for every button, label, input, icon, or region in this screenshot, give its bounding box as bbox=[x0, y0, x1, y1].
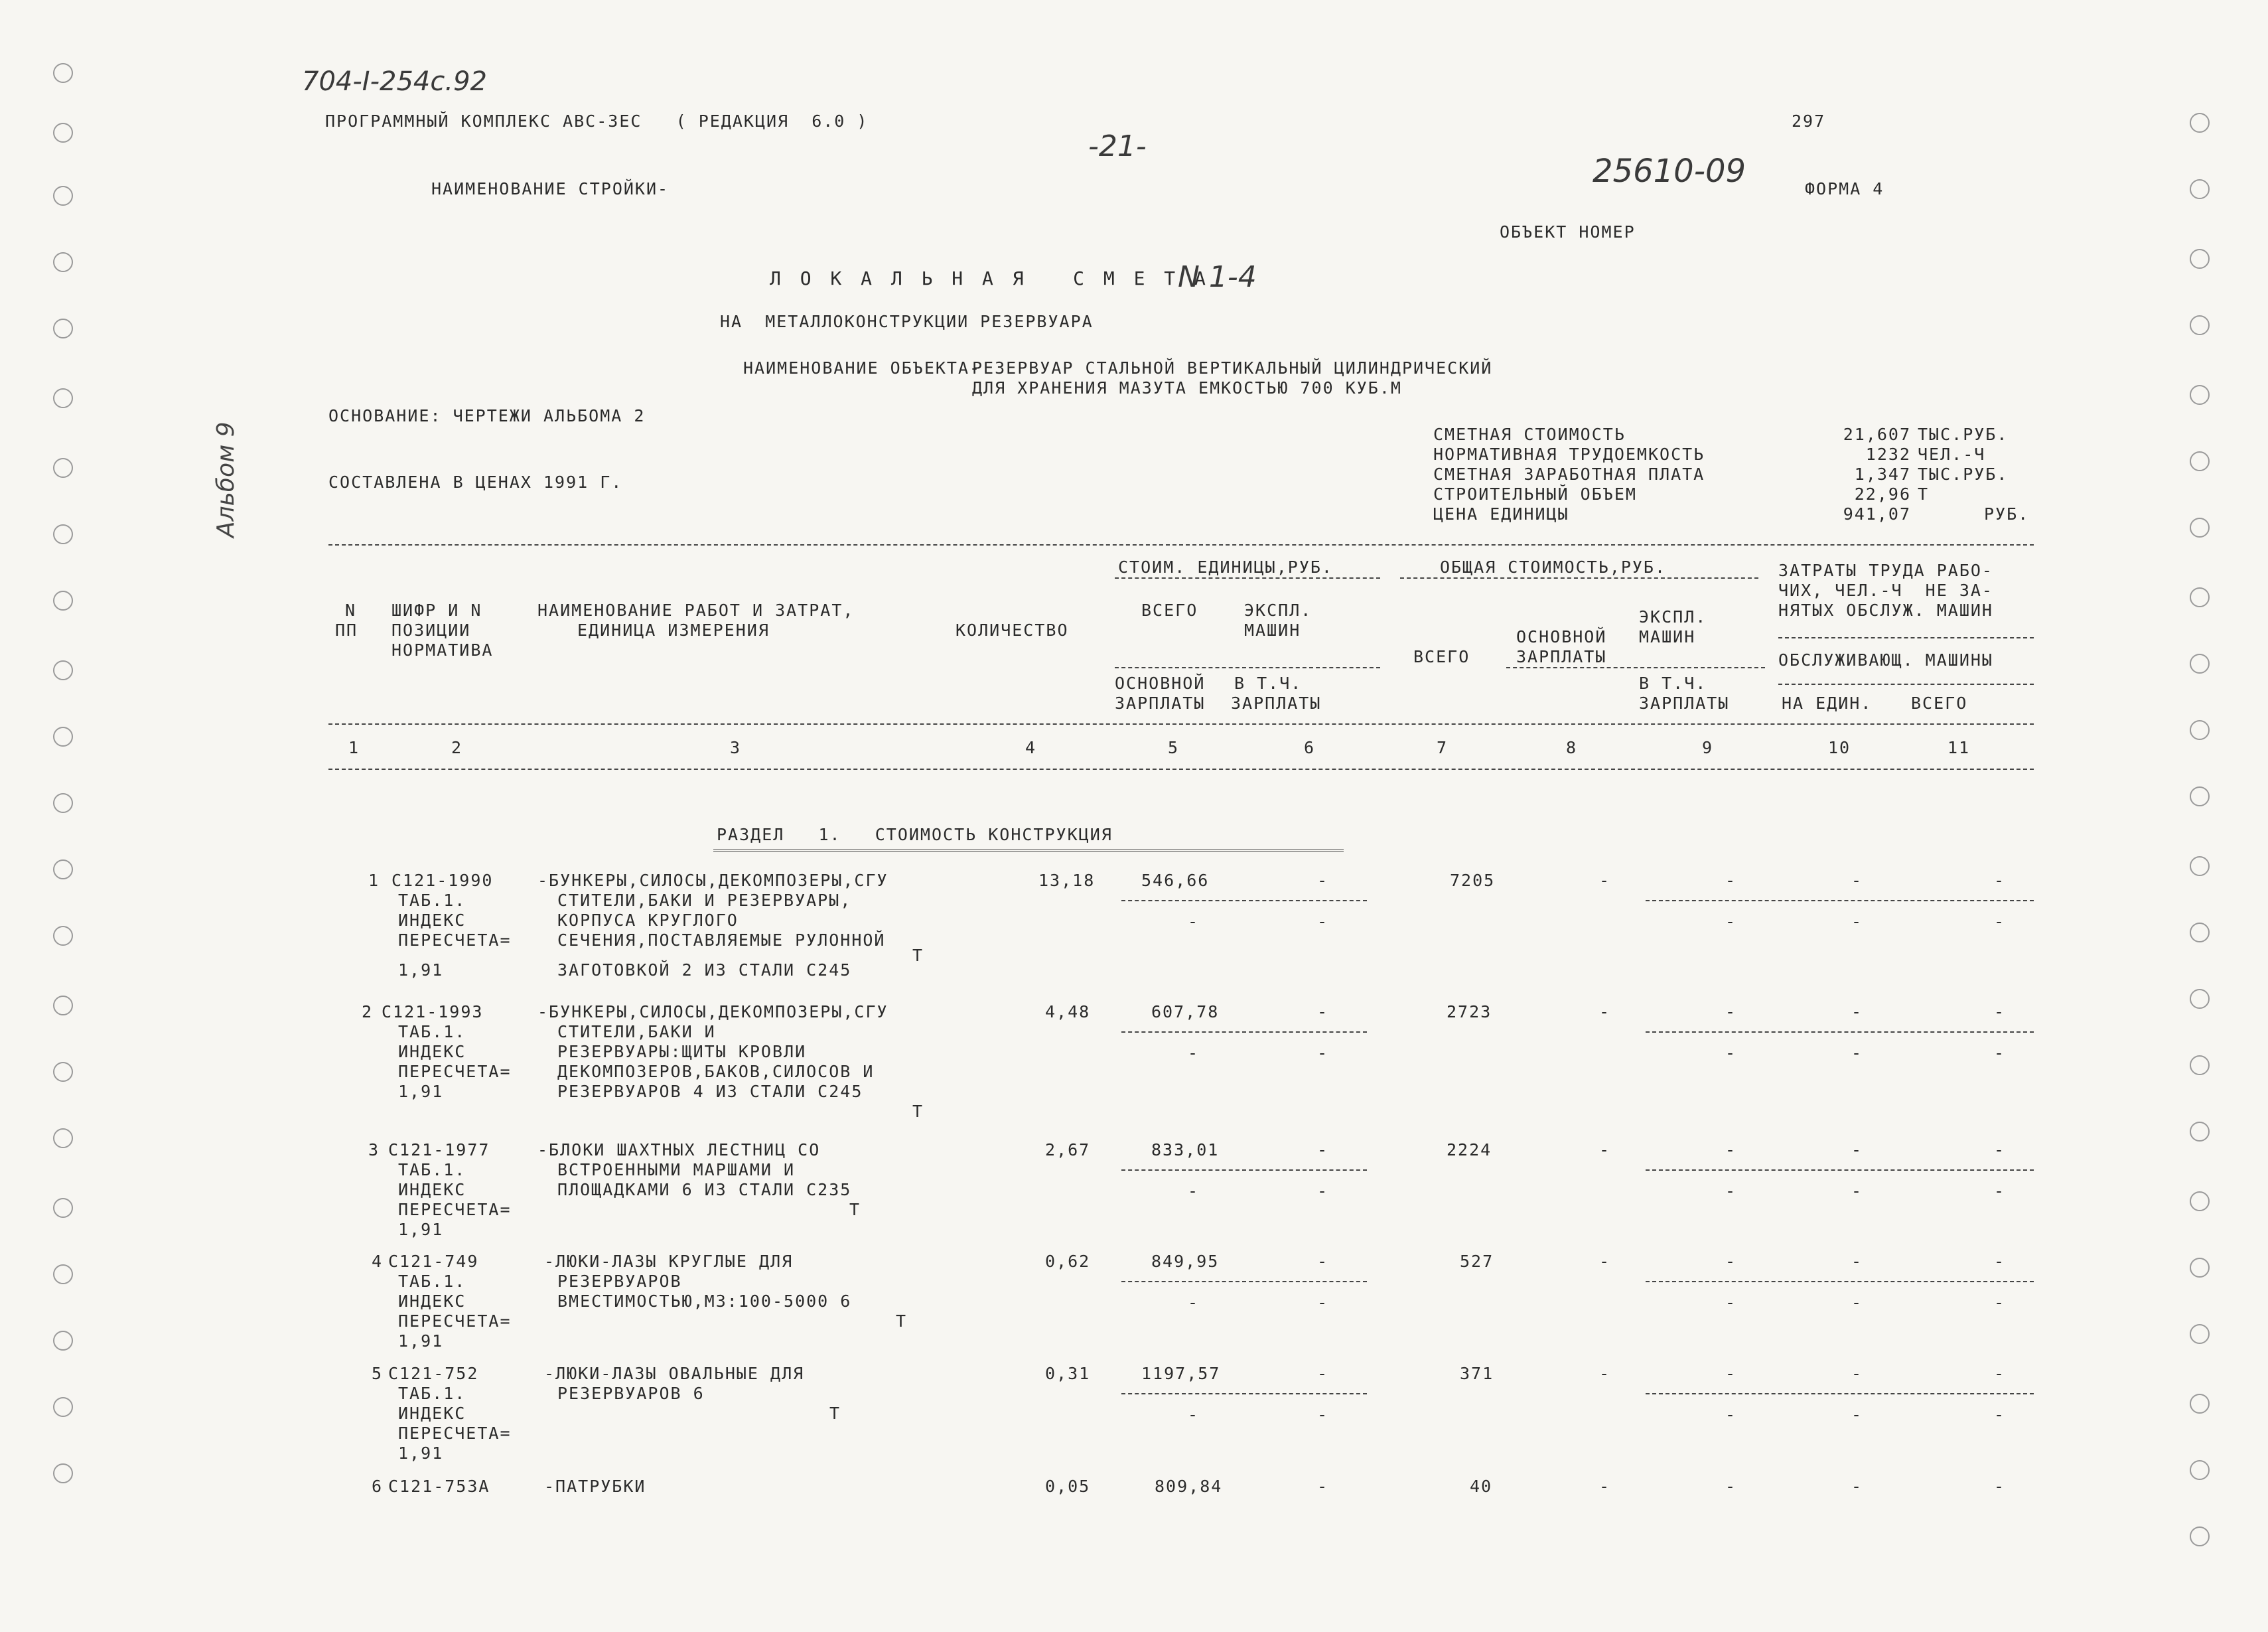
column-number: 3 bbox=[730, 738, 742, 757]
row-code-line: ТАБ.1. bbox=[398, 1272, 466, 1291]
row-rule bbox=[1121, 1169, 1367, 1171]
row-number: 5 bbox=[372, 1364, 384, 1383]
col-header-unit-cost: В Т.Ч. bbox=[1234, 674, 1303, 693]
row-dash: - bbox=[1725, 912, 1737, 931]
feed-hole bbox=[53, 859, 73, 879]
summary-unit: ТЫС.РУБ. bbox=[1918, 465, 2009, 484]
col-header-unit-cost: СТОИМ. ЕДИНИЦЫ,РУБ. bbox=[1118, 557, 1333, 577]
row-unit-price: 849,95 bbox=[1151, 1252, 1220, 1271]
row-code-line: ПЕРЕСЧЕТА= bbox=[398, 1424, 512, 1443]
row-name-line: ПЛОЩАДКАМИ 6 ИЗ СТАЛИ С235 bbox=[557, 1180, 852, 1199]
row-dash: - bbox=[1188, 912, 1200, 931]
column-number: 4 bbox=[1025, 738, 1037, 757]
subject-line: НА МЕТАЛЛОКОНСТРУКЦИИ РЕЗЕРВУАРА bbox=[720, 312, 1094, 331]
row-dash: - bbox=[1725, 1043, 1737, 1063]
row-name-line: СТИТЕЛИ,БАКИ И bbox=[557, 1022, 716, 1041]
row-code-line: ТАБ.1. bbox=[398, 1384, 466, 1403]
row-dash: - bbox=[1851, 912, 1863, 931]
row-dash: - bbox=[1851, 1293, 1863, 1312]
row-name-line: СТИТЕЛИ,БАКИ И РЕЗЕРВУАРЫ, bbox=[557, 891, 852, 910]
row-name-line: РЕЗЕРВУАРЫ:ЩИТЫ КРОВЛИ bbox=[557, 1042, 807, 1061]
row-dash: - bbox=[1851, 1364, 1863, 1383]
row-unit: Т bbox=[912, 1102, 924, 1121]
row-dash: - bbox=[1994, 1043, 2006, 1063]
row-machine-cost: - bbox=[1317, 1140, 1329, 1159]
col-header-total-cost: ЗАРПЛАТЫ bbox=[1639, 694, 1730, 713]
page-number: 297 bbox=[1792, 111, 1826, 131]
table-top-rule bbox=[328, 544, 2034, 546]
summary-value: 21,607 bbox=[1843, 425, 1911, 444]
row-machine-cost: - bbox=[1317, 871, 1329, 890]
row-machine-cost: - bbox=[1317, 1477, 1329, 1496]
row-dash: - bbox=[1599, 1252, 1611, 1271]
row-code-line: 1,91 bbox=[398, 1220, 444, 1239]
row-name-line: ВМЕСТИМОСТЬЮ,М3:100-5000 6 bbox=[557, 1292, 852, 1311]
col-header-total-cost: ЗАРПЛАТЫ bbox=[1516, 647, 1607, 666]
feed-hole bbox=[2190, 315, 2210, 335]
program-line: ПРОГРАММНЫЙ КОМПЛЕКС АВС-3ЕС ( РЕДАКЦИЯ 6.0 ) bbox=[325, 111, 869, 131]
feed-hole bbox=[53, 660, 73, 680]
section-underline bbox=[713, 850, 1344, 852]
column-number: 7 bbox=[1437, 738, 1449, 757]
feed-hole bbox=[2190, 1258, 2210, 1278]
row-dash: - bbox=[1994, 1293, 2006, 1312]
feed-hole bbox=[53, 1128, 73, 1148]
summary-value: 1,347 bbox=[1854, 465, 1911, 484]
row-unit: Т bbox=[912, 946, 924, 965]
feed-hole bbox=[53, 1198, 73, 1218]
summary-value: 22,96 bbox=[1854, 484, 1911, 504]
row-code-line: ПЕРЕСЧЕТА= bbox=[398, 930, 512, 950]
row-dash: - bbox=[1851, 1252, 1863, 1271]
feed-hole bbox=[2190, 1394, 2210, 1414]
row-name-line: ВСТРОЕННЫМИ МАРШАМИ И bbox=[557, 1160, 796, 1179]
col-header-total-cost: МАШИН bbox=[1639, 627, 1696, 646]
construction-label: НАИМЕНОВАНИЕ СТРОЙКИ- bbox=[431, 179, 670, 198]
row-dash: - bbox=[1725, 1293, 1737, 1312]
header-rule bbox=[1400, 577, 1758, 579]
col-header-labor: ОБСЛУЖИВАЮЩ. МАШИНЫ bbox=[1778, 650, 1993, 670]
row-dash: - bbox=[1725, 1002, 1737, 1021]
row-dash: - bbox=[1994, 1364, 2006, 1383]
col-header-unit-cost: ЗАРПЛАТЫ bbox=[1115, 694, 1206, 713]
row-dash: - bbox=[1851, 871, 1863, 890]
row-dash: - bbox=[1994, 1252, 2006, 1271]
row-rule bbox=[1646, 1281, 2034, 1282]
feed-hole bbox=[53, 1331, 73, 1351]
col-header-n: N bbox=[345, 601, 357, 620]
row-rule bbox=[1121, 1393, 1367, 1394]
row-number: 1 bbox=[368, 871, 380, 890]
col-header-total-cost: ОСНОВНОЙ bbox=[1516, 627, 1607, 646]
row-code-line: ТАБ.1. bbox=[398, 891, 466, 910]
col-header-qty: КОЛИЧЕСТВО bbox=[956, 621, 1069, 640]
row-code: С121-1990 bbox=[391, 871, 494, 890]
basis-line: ОСНОВАНИЕ: ЧЕРТЕЖИ АЛЬБОМА 2 bbox=[328, 406, 646, 425]
doc-code: 704-I-254c.92 bbox=[302, 66, 487, 97]
row-dash: - bbox=[1725, 1364, 1737, 1383]
col-header-name: НАИМЕНОВАНИЕ РАБОТ И ЗАТРАТ, bbox=[537, 601, 855, 620]
column-number: 6 bbox=[1304, 738, 1316, 757]
row-unit-price: 1197,57 bbox=[1141, 1364, 1221, 1383]
feed-hole bbox=[2190, 720, 2210, 740]
row-name-line: -БУНКЕРЫ,СИЛОСЫ,ДЕКОМПОЗЕРЫ,СГУ bbox=[537, 1002, 888, 1021]
col-header-labor: ВСЕГО bbox=[1911, 694, 1968, 713]
row-code-line: 1,91 bbox=[398, 1444, 444, 1463]
handwritten-code: 25610-09 bbox=[1593, 153, 1746, 190]
row-unit: Т bbox=[829, 1404, 841, 1423]
column-number: 11 bbox=[1948, 738, 1971, 757]
row-dash: - bbox=[1994, 1140, 2006, 1159]
row-total: 371 bbox=[1460, 1364, 1494, 1383]
row-name-line: -БЛОКИ ШАХТНЫХ ЛЕСТНИЦ СО bbox=[537, 1140, 821, 1159]
row-machine-cost: - bbox=[1317, 1002, 1329, 1021]
row-number: 6 bbox=[372, 1477, 384, 1496]
summary-unit: ЧЕЛ.-Ч bbox=[1918, 445, 1986, 464]
summary-label: ЦЕНА ЕДИНИЦЫ bbox=[1433, 504, 1569, 524]
row-code: С121-1993 bbox=[382, 1002, 484, 1021]
feed-hole bbox=[53, 63, 73, 83]
column-number: 1 bbox=[348, 738, 360, 757]
row-code-line: 1,91 bbox=[398, 960, 444, 980]
col-header-unit-cost: МАШИН bbox=[1244, 621, 1301, 640]
row-name-line: -БУНКЕРЫ,СИЛОСЫ,ДЕКОМПОЗЕРЫ,СГУ bbox=[537, 871, 888, 890]
row-number: 3 bbox=[368, 1140, 380, 1159]
feed-hole bbox=[2190, 1122, 2210, 1142]
prices-line: СОСТАВЛЕНА В ЦЕНАХ 1991 Г. bbox=[328, 473, 623, 492]
column-number: 8 bbox=[1566, 738, 1578, 757]
album-stamp: Альбом 9 bbox=[212, 421, 240, 538]
header-rule bbox=[1115, 667, 1380, 668]
feed-hole bbox=[2190, 856, 2210, 876]
row-name-line: -ПАТРУБКИ bbox=[544, 1477, 646, 1496]
row-code: С121-749 bbox=[388, 1252, 479, 1271]
feed-hole bbox=[2190, 1191, 2210, 1211]
header-rule bbox=[1778, 684, 2034, 685]
row-rule bbox=[1646, 900, 2034, 901]
estimate-title: Л О К А Л Ь Н А Я С М Е Т А bbox=[770, 267, 1210, 289]
feed-hole bbox=[53, 524, 73, 544]
row-quantity: 0,31 bbox=[1045, 1364, 1091, 1383]
header-bottom-rule bbox=[328, 723, 2034, 725]
feed-hole bbox=[2190, 786, 2210, 806]
row-rule bbox=[1646, 1031, 2034, 1033]
col-header-total-cost: В Т.Ч. bbox=[1639, 674, 1707, 693]
row-unit: Т bbox=[849, 1200, 861, 1219]
feed-hole bbox=[53, 1264, 73, 1284]
row-quantity: 13,18 bbox=[1038, 871, 1096, 890]
row-code-line: ПЕРЕСЧЕТА= bbox=[398, 1200, 512, 1219]
row-dash: - bbox=[1599, 1140, 1611, 1159]
row-dash: - bbox=[1725, 1252, 1737, 1271]
row-dash: - bbox=[1317, 1043, 1329, 1063]
feed-hole bbox=[2190, 1055, 2210, 1075]
row-unit: Т bbox=[896, 1311, 908, 1331]
row-dash: - bbox=[1599, 1364, 1611, 1383]
summary-label: НОРМАТИВНАЯ ТРУДОЕМКОСТЬ bbox=[1433, 445, 1705, 464]
object-name-label: НАИМЕНОВАНИЕ ОБЪЕКТА- bbox=[743, 358, 981, 378]
row-dash: - bbox=[1851, 1181, 1863, 1201]
row-code-line: ПЕРЕСЧЕТА= bbox=[398, 1062, 512, 1081]
row-name-line: СЕЧЕНИЯ,ПОСТАВЛЯЕМЫЕ РУЛОННОЙ bbox=[557, 930, 886, 950]
row-quantity: 0,05 bbox=[1045, 1477, 1091, 1496]
header-rule bbox=[1778, 637, 2034, 638]
col-header-name: ЕДИНИЦА ИЗМЕРЕНИЯ bbox=[577, 621, 770, 640]
row-unit-price: 607,78 bbox=[1151, 1002, 1220, 1021]
feed-hole bbox=[53, 123, 73, 143]
row-rule bbox=[1646, 1393, 2034, 1394]
col-header-unit-cost: ОСНОВНОЙ bbox=[1115, 674, 1206, 693]
row-name-line: ДЕКОМПОЗЕРОВ,БАКОВ,СИЛОСОВ И bbox=[557, 1062, 875, 1081]
row-dash: - bbox=[1851, 1405, 1863, 1424]
col-header-unit-cost: ЭКСПЛ. bbox=[1244, 601, 1312, 620]
col-header-total-cost: ОБЩАЯ СТОИМОСТЬ,РУБ. bbox=[1440, 557, 1667, 577]
row-code-line: ИНДЕКС bbox=[398, 911, 466, 930]
row-quantity: 0,62 bbox=[1045, 1252, 1091, 1271]
row-dash: - bbox=[1851, 1002, 1863, 1021]
row-unit-price: 546,66 bbox=[1141, 871, 1210, 890]
summary-label: СМЕТНАЯ СТОИМОСТЬ bbox=[1433, 425, 1626, 444]
feed-hole bbox=[2190, 179, 2210, 199]
feed-hole bbox=[2190, 923, 2210, 942]
row-name-line: ЗАГОТОВКОЙ 2 ИЗ СТАЛИ С245 bbox=[557, 960, 852, 980]
row-code-line: ИНДЕКС bbox=[398, 1042, 466, 1061]
feed-hole bbox=[53, 252, 73, 272]
row-code-line: ИНДЕКС bbox=[398, 1404, 466, 1423]
feed-hole bbox=[53, 186, 73, 206]
feed-hole bbox=[2190, 518, 2210, 538]
row-total: 2224 bbox=[1447, 1140, 1492, 1159]
row-dash: - bbox=[1599, 1477, 1611, 1496]
row-name-line: -ЛЮКИ-ЛАЗЫ КРУГЛЫЕ ДЛЯ bbox=[544, 1252, 794, 1271]
row-code-line: ИНДЕКС bbox=[398, 1292, 466, 1311]
header-rule bbox=[1115, 577, 1380, 579]
row-dash: - bbox=[1599, 1002, 1611, 1021]
row-dash: - bbox=[1851, 1043, 1863, 1063]
row-dash: - bbox=[1994, 1477, 2006, 1496]
summary-value: 1232 bbox=[1865, 445, 1911, 464]
row-dash: - bbox=[1317, 1405, 1329, 1424]
feed-hole bbox=[53, 458, 73, 478]
col-header-total-cost: ВСЕГО bbox=[1413, 647, 1470, 666]
summary-unit: ТЫС.РУБ. bbox=[1918, 425, 2009, 444]
row-total: 2723 bbox=[1447, 1002, 1492, 1021]
row-dash: - bbox=[1317, 1293, 1329, 1312]
feed-hole bbox=[2190, 654, 2210, 674]
row-machine-cost: - bbox=[1317, 1252, 1329, 1271]
row-rule bbox=[1646, 1169, 2034, 1171]
col-header-labor: НЯТЫХ ОБСЛУЖ. МАШИН bbox=[1778, 601, 1993, 620]
row-total: 527 bbox=[1460, 1252, 1494, 1271]
row-rule bbox=[1121, 1281, 1367, 1282]
row-number: 4 bbox=[372, 1252, 384, 1271]
row-name-line: КОРПУСА КРУГЛОГО bbox=[557, 911, 739, 930]
col-header-code: ШИФР И N bbox=[391, 601, 482, 620]
feed-hole bbox=[53, 996, 73, 1015]
row-dash: - bbox=[1599, 871, 1611, 890]
object-number-label: ОБЪЕКТ НОМЕР bbox=[1500, 222, 1636, 242]
row-dash: - bbox=[1188, 1181, 1200, 1201]
summary-label: СМЕТНАЯ ЗАРАБОТНАЯ ПЛАТА bbox=[1433, 465, 1705, 484]
feed-hole bbox=[53, 727, 73, 747]
feed-hole bbox=[2190, 249, 2210, 269]
row-dash: - bbox=[1725, 1477, 1737, 1496]
feed-hole bbox=[2190, 1526, 2210, 1546]
row-code-line: ПЕРЕСЧЕТА= bbox=[398, 1311, 512, 1331]
col-header-labor: НА ЕДИН. bbox=[1782, 694, 1873, 713]
row-dash: - bbox=[1994, 1002, 2006, 1021]
row-dash: - bbox=[1188, 1043, 1200, 1063]
column-number: 10 bbox=[1828, 738, 1851, 757]
row-code-line: ТАБ.1. bbox=[398, 1160, 466, 1179]
col-header-total-cost: ЭКСПЛ. bbox=[1639, 607, 1707, 627]
row-total: 40 bbox=[1470, 1477, 1493, 1496]
row-name-line: РЕЗЕРВУАРОВ bbox=[557, 1272, 682, 1291]
row-dash: - bbox=[1317, 1181, 1329, 1201]
feed-hole bbox=[53, 926, 73, 946]
column-number: 9 bbox=[1702, 738, 1714, 757]
row-name-line: -ЛЮКИ-ЛАЗЫ ОВАЛЬНЫЕ ДЛЯ bbox=[544, 1364, 805, 1383]
section-title: РАЗДЕЛ 1. СТОИМОСТЬ КОНСТРУКЦИЯ bbox=[717, 825, 1113, 844]
summary-unit: Т bbox=[1918, 484, 1930, 504]
row-dash: - bbox=[1188, 1405, 1200, 1424]
row-dash: - bbox=[1188, 1293, 1200, 1312]
row-name-line: РЕЗЕРВУАРОВ 4 ИЗ СТАЛИ С245 bbox=[557, 1082, 863, 1101]
row-rule bbox=[1121, 900, 1367, 901]
row-dash: - bbox=[1994, 1181, 2006, 1201]
feed-hole bbox=[2190, 385, 2210, 405]
estimate-number: N 1-4 bbox=[1178, 260, 1257, 294]
row-dash: - bbox=[1994, 871, 2006, 890]
row-dash: - bbox=[1851, 1477, 1863, 1496]
feed-hole bbox=[53, 1463, 73, 1483]
form-label: ФОРМА 4 bbox=[1805, 179, 1884, 198]
column-number: 2 bbox=[451, 738, 463, 757]
summary-unit: РУБ. bbox=[1984, 504, 2030, 524]
feed-hole bbox=[2190, 587, 2210, 607]
column-number: 5 bbox=[1168, 738, 1180, 757]
feed-hole bbox=[53, 388, 73, 408]
row-dash: - bbox=[1851, 1140, 1863, 1159]
row-number: 2 bbox=[362, 1002, 374, 1021]
feed-hole bbox=[53, 1397, 73, 1417]
summary-label: СТРОИТЕЛЬНЫЙ ОБЪЕМ bbox=[1433, 484, 1637, 504]
row-code-line: ИНДЕКС bbox=[398, 1180, 466, 1199]
feed-hole bbox=[2190, 1324, 2210, 1344]
col-header-code: ПОЗИЦИИ bbox=[391, 621, 471, 640]
row-quantity: 2,67 bbox=[1045, 1140, 1091, 1159]
row-dash: - bbox=[1994, 912, 2006, 931]
feed-hole bbox=[2190, 989, 2210, 1009]
row-dash: - bbox=[1725, 1405, 1737, 1424]
row-machine-cost: - bbox=[1317, 1364, 1329, 1383]
row-code-line: 1,91 bbox=[398, 1082, 444, 1101]
row-dash: - bbox=[1725, 871, 1737, 890]
feed-hole bbox=[2190, 451, 2210, 471]
col-header-labor: ЗАТРАТЫ ТРУДА РАБО- bbox=[1778, 561, 1993, 580]
summary-value: 941,07 bbox=[1843, 504, 1911, 524]
feed-hole bbox=[53, 319, 73, 338]
column-number-rule bbox=[328, 769, 2034, 770]
row-rule bbox=[1121, 1031, 1367, 1033]
col-header-code: НОРМАТИВА bbox=[391, 640, 494, 660]
col-header-unit-cost: ЗАРПЛАТЫ bbox=[1231, 694, 1322, 713]
row-dash: - bbox=[1725, 1140, 1737, 1159]
col-header-labor: ЧИХ, ЧЕЛ.-Ч НЕ ЗА- bbox=[1778, 581, 1993, 600]
row-total: 7205 bbox=[1450, 871, 1496, 890]
object-name-line-2: ДЛЯ ХРАНЕНИЯ МАЗУТА ЕМКОСТЬЮ 700 КУБ.М bbox=[972, 378, 1402, 398]
feed-hole bbox=[2190, 113, 2210, 133]
feed-hole bbox=[53, 1062, 73, 1082]
row-unit-price: 833,01 bbox=[1151, 1140, 1220, 1159]
col-header-unit-cost: ВСЕГО bbox=[1141, 601, 1198, 620]
row-quantity: 4,48 bbox=[1045, 1002, 1091, 1021]
row-dash: - bbox=[1994, 1405, 2006, 1424]
row-unit-price: 809,84 bbox=[1155, 1477, 1223, 1496]
col-header-pp: ПП bbox=[335, 621, 358, 640]
header-rule bbox=[1506, 667, 1765, 668]
row-code-line: 1,91 bbox=[398, 1331, 444, 1351]
row-dash: - bbox=[1725, 1181, 1737, 1201]
row-code: С121-753А bbox=[388, 1477, 490, 1496]
row-code: С121-1977 bbox=[388, 1140, 490, 1159]
feed-hole bbox=[53, 591, 73, 611]
sheet-mark: -21- bbox=[1088, 129, 1147, 163]
row-name-line: РЕЗЕРВУАРОВ 6 bbox=[557, 1384, 705, 1403]
object-name-line-1: РЕЗЕРВУАР СТАЛЬНОЙ ВЕРТИКАЛЬНЫЙ ЦИЛИНДРИЧЕСКИЙ bbox=[972, 358, 1493, 378]
feed-hole bbox=[53, 793, 73, 813]
feed-hole bbox=[2190, 1460, 2210, 1480]
row-code-line: ТАБ.1. bbox=[398, 1022, 466, 1041]
row-code: С121-752 bbox=[388, 1364, 479, 1383]
row-dash: - bbox=[1317, 912, 1329, 931]
